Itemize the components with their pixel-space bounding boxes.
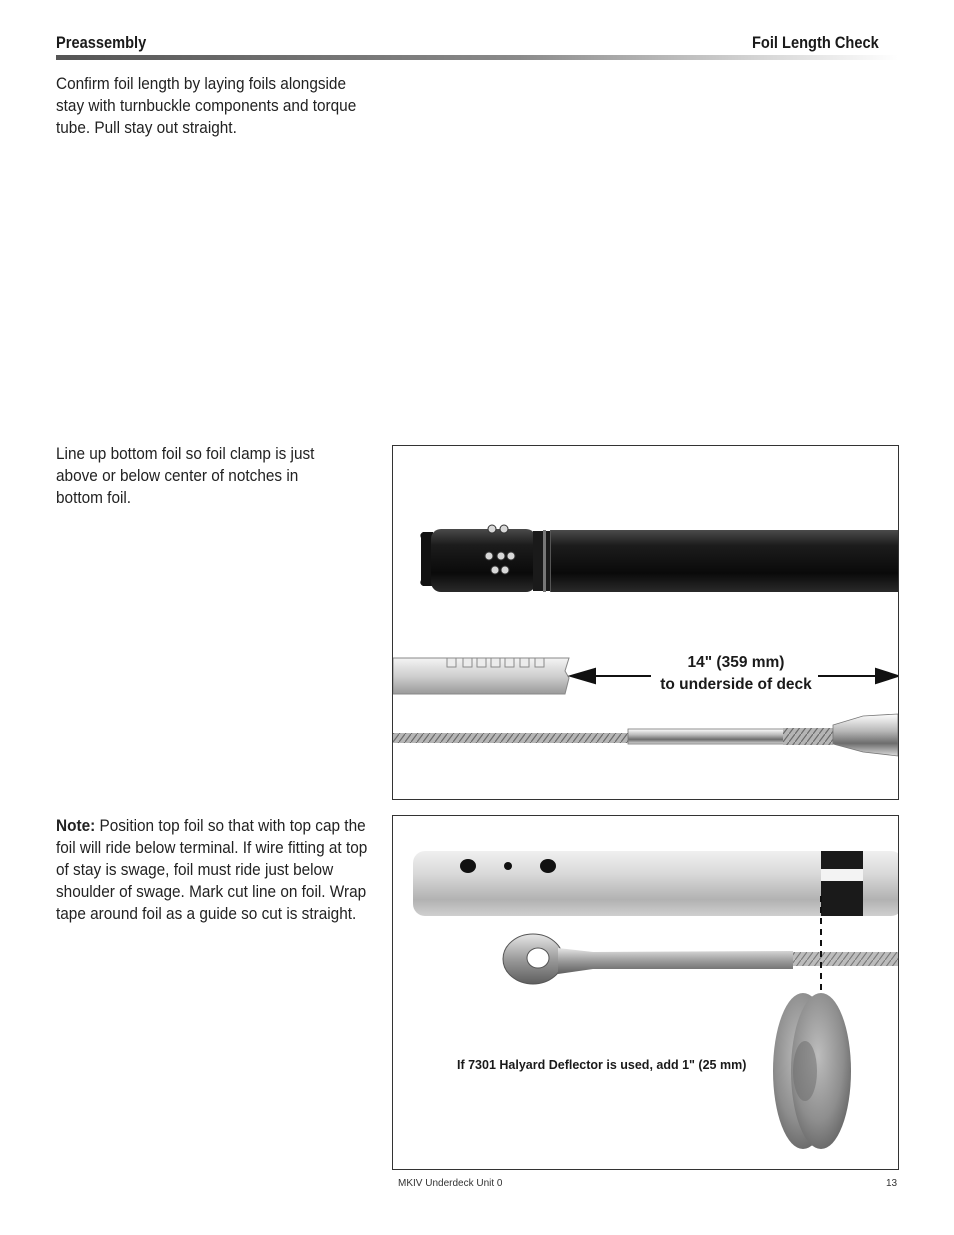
torque-tube-body: [551, 530, 898, 592]
stay-wire: [393, 733, 633, 743]
header-rule: [56, 55, 898, 60]
top-foil-figure: [392, 815, 899, 1170]
foil-clamp-figure: [392, 445, 899, 800]
page-number: 13: [886, 1178, 898, 1189]
lineup-paragraph: Line up bottom foil so foil clamp is just above or below center of notches in bottom foil.: [56, 445, 315, 507]
note-label: Note:: [56, 817, 96, 835]
torque-tube-clamp: [431, 529, 536, 592]
footer-doc-name: MKIV Underdeck Unit 0: [398, 1178, 503, 1189]
note-body: Position top foil so that with top cap the foil will ride below terminal. If wire fitting at top of stay is swage, foil must ride just below shoulder of swage. Mark cut line on foil. Wrap tape around foil as a guide so cut is straight.: [56, 817, 368, 923]
measure-label-line1: 14" (359 mm): [687, 654, 785, 671]
confirm-paragraph: Confirm foil length by laying foils alongside stay with turnbuckle components and torque tube. Pull stay out straight.: [56, 75, 357, 137]
foil-hole: [460, 859, 476, 873]
deflector-caption: If 7301 Halyard Deflector is used, add 1" (25 mm): [457, 1058, 747, 1072]
page-title: Foil Length Check: [752, 33, 879, 52]
section-heading: Preassembly: [56, 33, 147, 52]
foil-hole: [540, 859, 556, 873]
measure-label-line2: to underside of deck: [660, 676, 812, 693]
foil-hole: [504, 862, 512, 870]
swage-fitting: [628, 729, 788, 744]
top-stay-wire: [793, 952, 898, 966]
foil-clamp-illustration: [393, 446, 898, 799]
note-paragraph: [56, 815, 377, 925]
tape-mark: [821, 851, 863, 916]
terminal-shank: [558, 948, 793, 974]
top-foil-illustration: [393, 816, 898, 1169]
turnbuckle-body: [833, 714, 898, 756]
